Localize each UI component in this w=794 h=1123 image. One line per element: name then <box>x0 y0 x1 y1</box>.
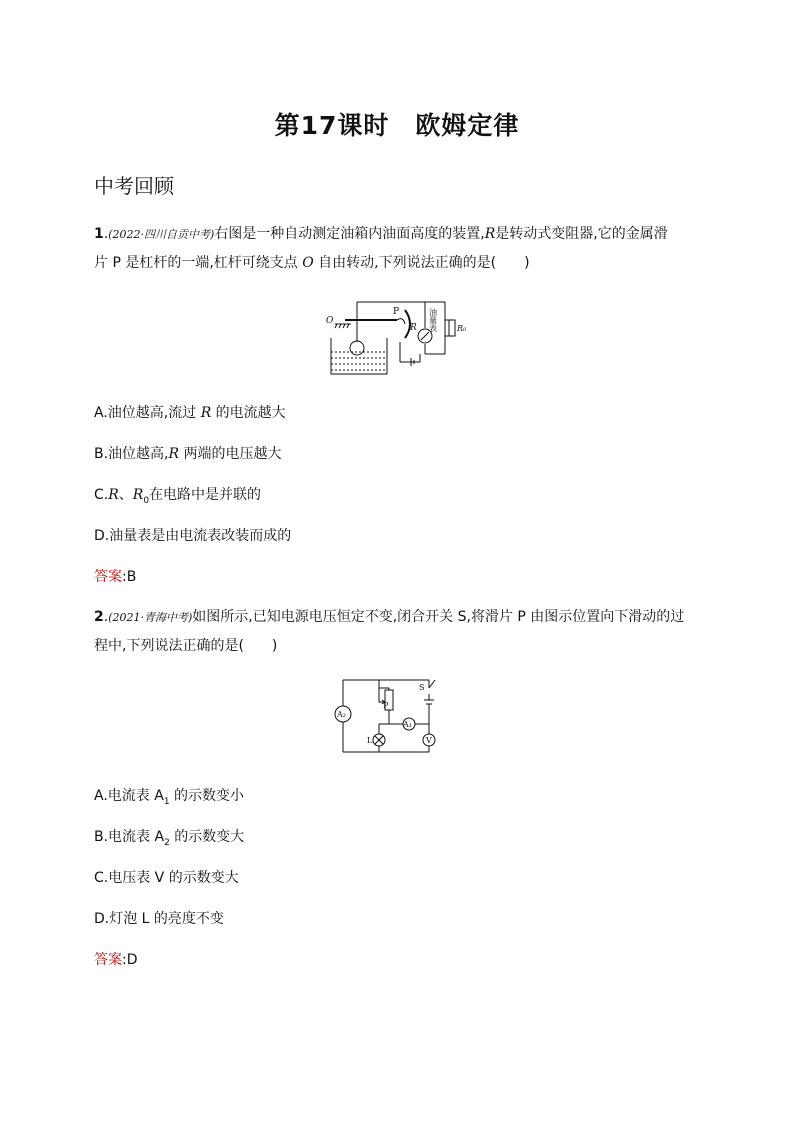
label-S: S <box>419 683 425 692</box>
q2-option-b: B.电流表 $A_2$ 的示数变大 <box>94 829 245 848</box>
oil-gauge-circuit-diagram <box>325 294 475 376</box>
q2-answer: 答案:D <box>94 952 138 968</box>
q1-option-c: C.R、$R_0$在电路中是并联的 <box>94 487 262 506</box>
section-heading: 中考回顾 <box>94 174 174 198</box>
q1-option-b: B.油位越高,R 两端的电压越大 <box>94 446 282 462</box>
question-1-text: 片 P 是杠杆的一端,杠杆可绕支点 <box>94 255 303 271</box>
q2-option-d: D.灯泡 L 的亮度不变 <box>94 911 224 927</box>
question-1: 1.(2022·四川自贡中考)右图是一种自动测定油箱内油面高度的装置,R是转动式变阻器,它的金属滑 片 P 是杠杆的一端,杠杆可绕支点 O 自由转动,下列说法正确的是( ) <box>94 226 668 271</box>
var-R: R <box>484 226 496 242</box>
question-1-source: (2022·四川自贡中考) <box>108 228 215 241</box>
question-1-text: 自由转动,下列说法正确的是( ) <box>313 255 530 271</box>
label-A1: A₁ <box>403 720 412 729</box>
label-R0: R₀ <box>457 324 467 333</box>
q2-option-a: A.电流表 $A_1$ 的示数变小 <box>94 788 244 807</box>
label-A2: A₂ <box>337 710 346 719</box>
var-O: O <box>302 255 314 271</box>
ammeter-voltmeter-circuit-diagram <box>327 676 445 758</box>
question-2-number: 2 <box>94 609 104 625</box>
question-2-text: 程中,下列说法正确的是( ) <box>94 638 278 654</box>
question-1-text: 右图是一种自动测定油箱内油面高度的装置, <box>214 226 485 242</box>
question-2-text: 如图所示,已知电源电压恒定不变,闭合开关 S,将滑片 P 由图示位置向下滑动的过 <box>192 609 685 625</box>
label-L: L <box>367 736 373 745</box>
meter-label-1: 油 <box>429 308 437 317</box>
q1-option-a: A.油位越高,流过 R 的电流越大 <box>94 405 286 421</box>
question-1-text: 是转动式变阻器,它的金属滑 <box>495 226 668 242</box>
q1-answer: 答案:B <box>94 569 137 585</box>
label-P: P <box>393 307 400 317</box>
q2-option-c: C.电压表 V 的示数变大 <box>94 870 239 886</box>
question-2-source: (2021·青海中考) <box>108 611 193 624</box>
q1-option-d: D.油量表是由电流表改装而成的 <box>94 528 292 544</box>
label-O: O <box>326 316 334 326</box>
page-title: 第17课时 欧姆定律 <box>274 111 520 140</box>
question-2: 2.(2021·青海中考)如图所示,已知电源电压恒定不变,闭合开关 S,将滑片 P 由图示位置向下滑动的过 程中,下列说法正确的是( ) <box>94 609 685 654</box>
label-R: R <box>410 323 417 333</box>
question-1-number: 1 <box>94 226 104 242</box>
label-P: P <box>383 701 389 710</box>
meter-label-3: 表 <box>429 324 437 333</box>
label-V: V <box>426 736 432 745</box>
meter-label-2: 量 <box>429 316 437 325</box>
